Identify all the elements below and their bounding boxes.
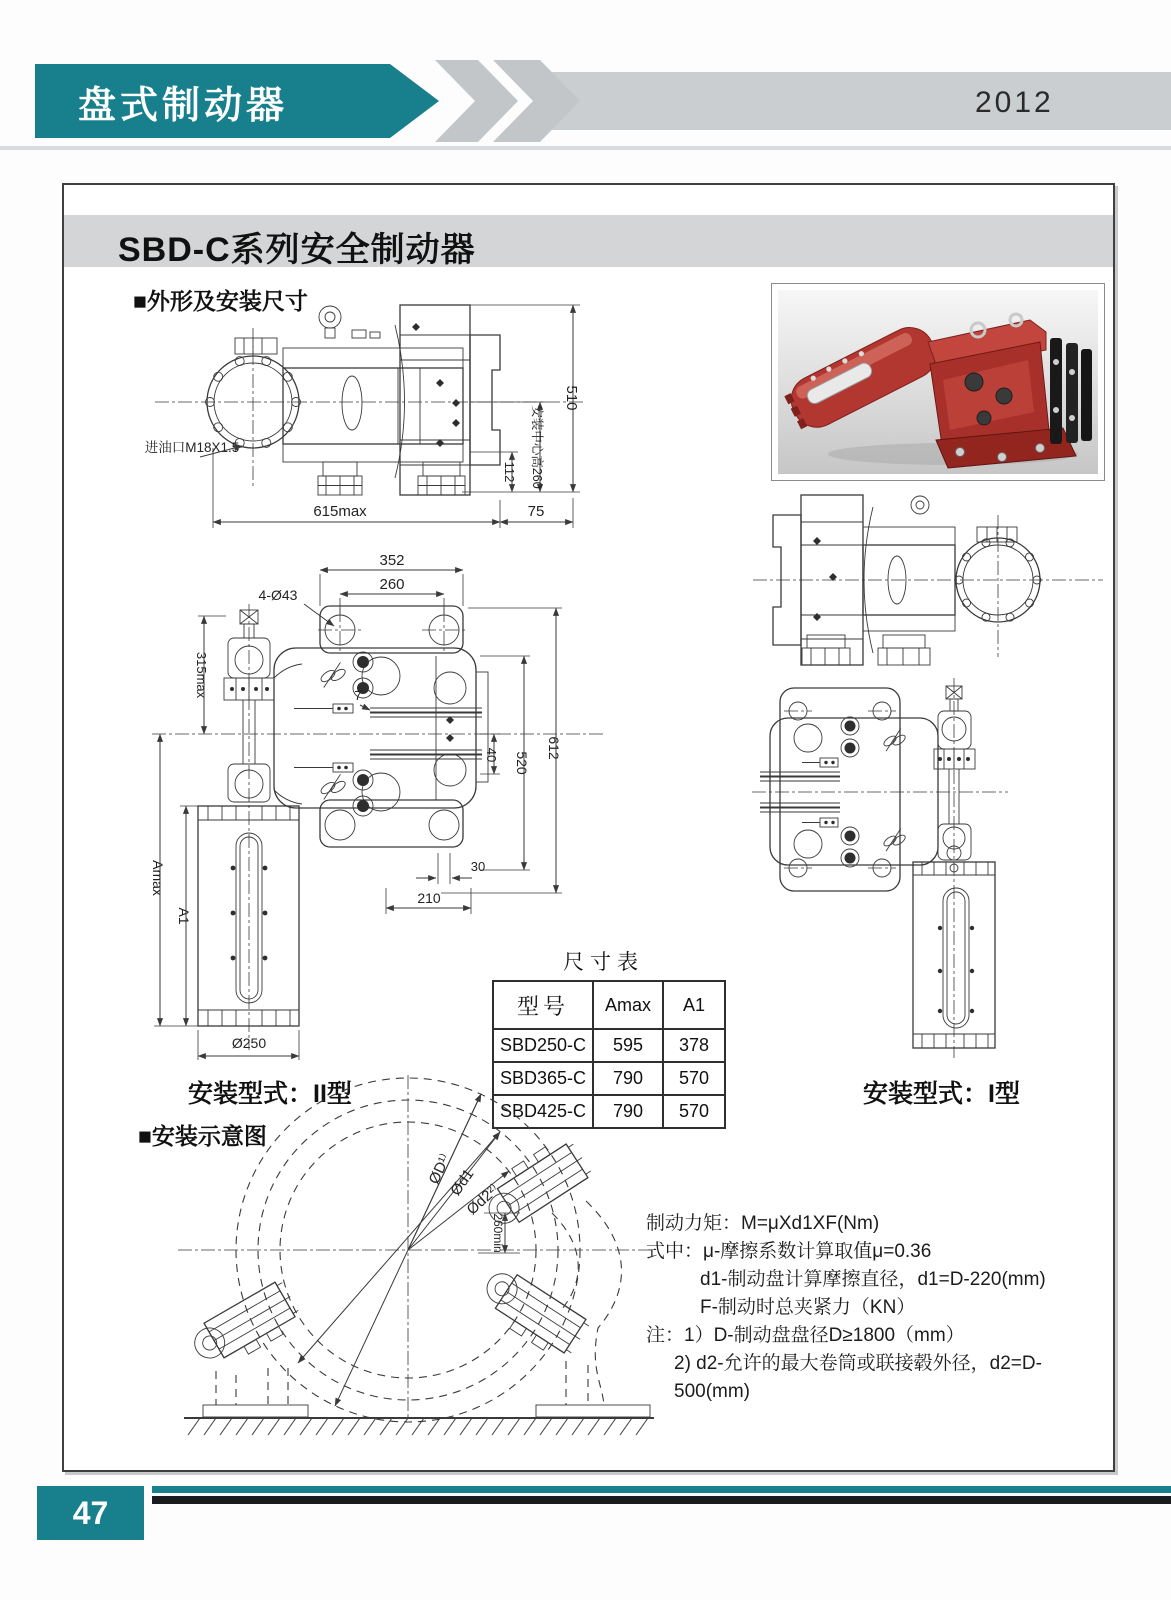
header-year: 2012 xyxy=(975,86,1054,119)
note-line: 制动力矩：M=μXd1XF(Nm) xyxy=(646,1213,880,1234)
footer-teal-bar xyxy=(152,1486,1171,1493)
header-gray-bar xyxy=(540,72,1171,130)
base-plate xyxy=(536,1405,650,1417)
mounting-feet xyxy=(802,635,930,665)
support-outline xyxy=(586,1201,621,1405)
footer-black-bar xyxy=(152,1496,1171,1504)
header-title: 盘式制动器 xyxy=(78,85,289,127)
brake-disc-section xyxy=(370,708,482,759)
dim-7: 7 xyxy=(354,688,362,703)
dim-210: 210 xyxy=(417,890,441,906)
dim-75: 75 xyxy=(527,503,545,520)
notes-block xyxy=(646,1210,1116,1406)
drawing-install-schematic xyxy=(148,1073,664,1455)
dim-612: 612 xyxy=(546,736,562,760)
adjuster-column xyxy=(224,610,302,804)
brake-photo-graphic xyxy=(778,290,1098,474)
drawing-front-view-type-i xyxy=(750,666,1102,1062)
cell-amax: 790 xyxy=(593,1095,663,1128)
dim-d2: Ød2²⁾ xyxy=(463,1180,503,1219)
dim-315max: 315max xyxy=(194,651,209,699)
dim-disc-diameter: ØD¹⁾ xyxy=(425,1151,455,1187)
ground-hatch xyxy=(184,1418,654,1435)
dim-260min: 260min xyxy=(491,1213,505,1253)
oil-port-label: 进油口M18X1.5 xyxy=(144,440,240,455)
cell-amax: 595 xyxy=(593,1029,663,1062)
note-line: 式中：μ-摩擦系数计算取值μ=0.36 xyxy=(646,1241,932,1262)
dim-520: 520 xyxy=(514,751,530,775)
doc-title: SBD-C系列安全制动器 xyxy=(118,231,476,269)
mount-type-i-caption: 安装型式：I型 xyxy=(863,1080,1020,1108)
cell-model: SBD425-C xyxy=(493,1095,593,1128)
dim-352: 352 xyxy=(379,552,405,569)
section-label-dimensions: ■外形及安装尺寸 xyxy=(133,288,308,314)
note-line: F-制动时总夹紧力（KN） xyxy=(700,1297,916,1318)
drawing-side-view xyxy=(140,300,620,550)
dim-amax: Amax xyxy=(150,860,166,896)
cell-a1: 570 xyxy=(663,1062,725,1095)
table-row xyxy=(493,1029,725,1062)
cell-model: SBD365-C xyxy=(493,1062,593,1095)
dim-30: 30 xyxy=(470,859,486,874)
note-line: 注：1）D-制动盘盘径D≥1800（mm） xyxy=(646,1325,965,1346)
product-photo xyxy=(771,283,1105,481)
thruster-cylinder xyxy=(198,806,299,1026)
dim-d1: Ød1 xyxy=(447,1165,478,1199)
mounting-assembly xyxy=(395,305,500,495)
section-label-install: ■安装示意图 xyxy=(138,1123,267,1149)
cell-a1: 570 xyxy=(663,1095,725,1128)
cell-a1: 378 xyxy=(663,1029,725,1062)
dim-center-height: 安装中心高260 xyxy=(530,405,544,489)
adjuster-column xyxy=(934,686,975,860)
dim-4xd43: 4-Ø43 xyxy=(258,587,298,603)
col-header-model: 型号 xyxy=(493,981,593,1029)
stand-legs xyxy=(216,1361,588,1405)
header-divider xyxy=(0,146,1171,150)
drawing-side-view-mirrored xyxy=(745,487,1111,673)
dim-112: 112 xyxy=(502,461,517,483)
dim-d250: Ø250 xyxy=(231,1035,267,1051)
caliper-body xyxy=(283,306,463,462)
mount-type-ii-caption: 安装型式：II型 xyxy=(188,1080,352,1108)
dim-615max: 615max xyxy=(313,503,367,520)
col-header-amax: Amax xyxy=(593,981,663,1029)
dim-260: 260 xyxy=(379,576,405,593)
base-plate xyxy=(203,1405,308,1417)
brake-pads xyxy=(1050,338,1092,444)
col-header-a1: A1 xyxy=(663,981,725,1029)
dim-a1: A1 xyxy=(176,907,192,925)
page-number-badge xyxy=(37,1486,144,1540)
table-header-row xyxy=(493,981,725,1029)
note-line: d1-制动盘计算摩擦直径，d1=D-220(mm) xyxy=(700,1269,1046,1290)
brake-unit xyxy=(187,1279,305,1375)
table-title: 尺寸表 xyxy=(563,951,644,974)
caliper-body xyxy=(863,496,955,631)
caliper-front-body xyxy=(274,648,488,847)
dim-40: 40 xyxy=(484,747,499,763)
page-number: 47 xyxy=(72,1494,109,1531)
mounting-feet xyxy=(318,462,465,495)
dim-510: 510 xyxy=(563,385,580,411)
cell-model: SBD250-C xyxy=(493,1029,593,1062)
note-line: 2) d2-允许的最大卷筒或联接毂外径，d2=D-500(mm) xyxy=(674,1353,1042,1402)
cell-amax: 790 xyxy=(593,1062,663,1095)
